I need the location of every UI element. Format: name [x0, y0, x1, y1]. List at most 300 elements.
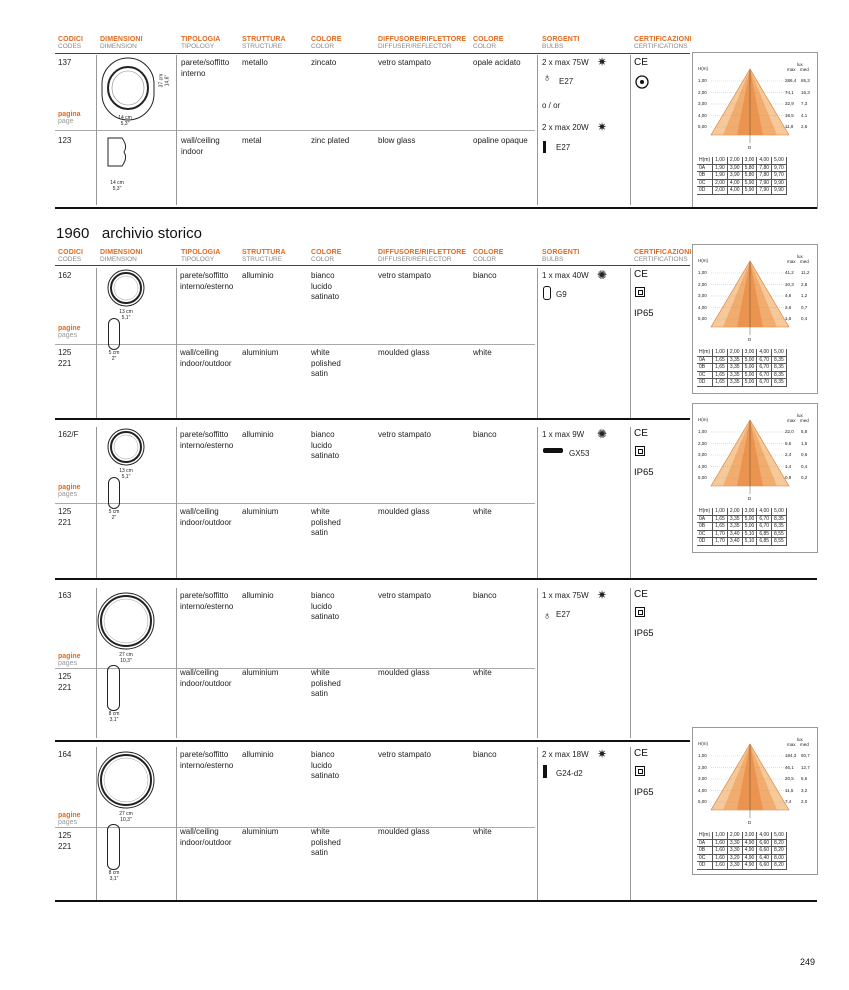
column-header: STRUTTURA: [242, 36, 286, 43]
table-cell: 6,70: [757, 515, 772, 523]
table-cell: 0A: [697, 839, 713, 847]
table-cell: 7,80: [757, 172, 772, 180]
table-cell: 1,65: [713, 364, 728, 372]
table-cell: 6,85: [757, 530, 772, 538]
star-icon: ✷: [597, 55, 608, 69]
height-value: 5,00: [698, 799, 707, 804]
struttura-en: aluminium: [242, 348, 279, 357]
lux-med: 0,7: [801, 304, 808, 310]
table-cell: 5,00: [742, 379, 757, 387]
table-row: [697, 530, 786, 538]
page-reference: 125 221: [58, 831, 72, 851]
table-cell: 6,60: [757, 862, 772, 870]
table-cell: 3,40: [727, 530, 742, 538]
pagina-label: pagine: [58, 325, 81, 332]
page-label: page: [58, 118, 74, 125]
ce-mark: CE: [634, 269, 648, 280]
page-label: pages: [58, 819, 78, 826]
table-cell: 3,00: [742, 508, 757, 515]
diffusore-en: moulded glass: [378, 348, 430, 357]
table-cell: 3,00: [742, 832, 757, 839]
table-cell: 0B: [697, 523, 713, 531]
dimension-diameter: 27 cm 10,3": [119, 652, 133, 664]
pagina-label: pagine: [58, 484, 81, 491]
table-cell: 5,80: [742, 164, 757, 172]
table-row: [697, 356, 786, 364]
table-cell: 1,65: [713, 515, 728, 523]
column-header: TIPOLOGIA: [181, 36, 221, 43]
table-cell: 5,90: [742, 179, 757, 187]
height-value: 5,00: [698, 316, 707, 321]
table-cell: 9,90: [772, 187, 787, 195]
table-cell: 6,85: [757, 538, 772, 546]
section-title: 1960 archivio storico: [56, 225, 202, 242]
table-cell: 2,00: [727, 349, 742, 356]
socket-2: E27: [556, 143, 571, 152]
column-header: SORGENTI: [542, 249, 580, 256]
table-cell: H(m): [697, 349, 713, 356]
column-header: COLORE: [473, 36, 504, 43]
dimension-width: 14 cm 5,3": [118, 115, 132, 127]
colore2-en: opaline opaque: [473, 136, 528, 145]
tipologia-en: wall/ceiling indoor/outdoor: [180, 668, 232, 688]
tipologia-en: wall/ceiling indoor/outdoor: [180, 827, 232, 847]
socket: E27: [556, 610, 571, 619]
height-value: 3,00: [698, 776, 707, 781]
height-value: 5,00: [698, 124, 707, 129]
distance-table: [697, 508, 787, 546]
table-cell: 0C: [697, 179, 713, 187]
column-header: COLORE: [311, 36, 342, 43]
column-header-en: COLOR: [311, 43, 335, 50]
column-divider: [630, 427, 631, 578]
tipologia-en: wall/ceiling indoor/outdoor: [180, 348, 232, 368]
table-cell: 4,00: [757, 832, 772, 839]
table-cell: 3,30: [727, 847, 742, 855]
table-row: [697, 847, 786, 855]
table-cell: 5,00: [742, 371, 757, 379]
table-cell: 5,90: [742, 187, 757, 195]
column-divider: [176, 747, 177, 900]
lux-med: 5,6: [801, 776, 808, 781]
table-cell: 3,35: [727, 356, 742, 364]
dimension-side: 37 cm 14,6": [158, 73, 170, 88]
column-header-en: CERTIFICATIONS: [634, 256, 688, 263]
height-value: 1,00: [698, 429, 707, 434]
height-value: 4,00: [698, 112, 707, 118]
table-cell: 5,00: [772, 157, 787, 164]
colore-en: white polished satin: [311, 507, 341, 537]
lux-med: 3,2: [801, 787, 808, 793]
struttura-en: metal: [242, 136, 262, 145]
star-icon: ✷: [597, 588, 608, 602]
table-row: [697, 538, 786, 546]
table-cell: 4,90: [742, 862, 757, 870]
lux-max: 2,4: [785, 452, 792, 457]
d-label: D: [748, 820, 752, 825]
bulb-icon: [543, 286, 551, 300]
product-code: 137: [58, 58, 72, 67]
table-row: [697, 508, 786, 515]
lux-med: 2,6: [801, 124, 808, 129]
lux-max: 1,6: [785, 316, 792, 321]
table-cell: 5,00: [772, 349, 787, 356]
bulb-icon: [543, 445, 563, 453]
table-cell: 5,10: [742, 538, 757, 546]
table-cell: 8,35: [772, 379, 787, 387]
lux-max: 32,9: [785, 101, 794, 106]
table-cell: 5,00: [772, 508, 787, 515]
ce-mark: CE: [634, 748, 648, 759]
block-separator: [55, 900, 817, 902]
max-label: max: [787, 742, 796, 747]
height-value: 5,00: [698, 475, 707, 480]
lux-label: lux: [797, 62, 803, 67]
struttura-en: aluminium: [242, 668, 279, 677]
product-drawing-top: [92, 746, 160, 814]
dimension-depth: 5 cm 2": [108, 509, 120, 521]
table-cell: 1,60: [713, 854, 728, 862]
table-cell: 4,00: [727, 179, 742, 187]
lux-med: 2,0: [801, 799, 808, 804]
ce-mark: CE: [634, 589, 648, 600]
bulb-1: 1 x max 40W: [542, 271, 589, 280]
colore2-en: white: [473, 507, 492, 516]
table-cell: 0B: [697, 364, 713, 372]
double-insulation-icon: [635, 446, 645, 456]
lux-max: 11,8: [785, 124, 794, 129]
colore2-it: bianco: [473, 271, 497, 280]
socket: G24-d2: [556, 769, 583, 778]
table-cell: 8,35: [772, 356, 787, 364]
max-label: max: [787, 418, 796, 423]
table-cell: 0C: [697, 371, 713, 379]
table-cell: 4,90: [742, 847, 757, 855]
column-header: TIPOLOGIA: [181, 249, 221, 256]
table-cell: 8,20: [772, 862, 787, 870]
column-header: CERTIFICAZIONI: [634, 36, 692, 43]
lux-max: 2,6: [785, 304, 792, 310]
page-reference: 125 221: [58, 348, 72, 368]
height-value: 3,00: [698, 293, 707, 298]
table-cell: 9,70: [772, 164, 787, 172]
dimension-depth: 8 cm 3,1": [108, 870, 120, 882]
page-reference: 125 221: [58, 507, 72, 527]
product-code: 162: [58, 271, 72, 280]
table-cell: 6,70: [757, 364, 772, 372]
column-divider: [176, 268, 177, 420]
h-label: H(m): [698, 66, 708, 71]
column-divider: [537, 588, 538, 738]
colore-en: zinc plated: [311, 136, 350, 145]
dimension-depth: 14 cm 5,3": [110, 180, 124, 192]
column-header-en: DIMENSION: [100, 43, 137, 50]
table-cell: 0D: [697, 862, 713, 870]
table-cell: 0B: [697, 847, 713, 855]
table-cell: H(m): [697, 832, 713, 839]
lux-max: 20,5: [785, 776, 794, 781]
colore-it: bianco lucido satinato: [311, 430, 340, 460]
table-cell: 1,00: [713, 508, 728, 515]
table-cell: 4,90: [742, 854, 757, 862]
page-label: pages: [58, 660, 78, 667]
row-divider: [55, 344, 535, 345]
table-cell: 3,35: [727, 371, 742, 379]
diffusore-it: vetro stampato: [378, 430, 431, 439]
height-value: 4,00: [698, 787, 707, 793]
star-icon: ✷: [597, 747, 608, 761]
product-code: 162/F: [58, 430, 79, 439]
colore-it: bianco lucido satinato: [311, 750, 340, 780]
table-cell: 0D: [697, 379, 713, 387]
column-divider: [537, 747, 538, 900]
column-header-en: STRUCTURE: [242, 43, 283, 50]
lux-max: 7,4: [785, 799, 792, 804]
column-header-en: CERTIFICATIONS: [634, 43, 688, 50]
table-row: [697, 832, 786, 839]
table-row: [697, 364, 786, 372]
med-label: med: [800, 259, 809, 264]
med-label: med: [800, 418, 809, 423]
lux-max: 46,1: [785, 764, 794, 770]
table-cell: 5,80: [742, 172, 757, 180]
struttura-en: aluminium: [242, 827, 279, 836]
table-cell: 6,70: [757, 356, 772, 364]
block-separator: [55, 740, 690, 742]
socket: GX53: [569, 449, 590, 458]
table-cell: 8,35: [772, 364, 787, 372]
colore-en: white polished satin: [311, 668, 341, 698]
struttura-it: alluminio: [242, 271, 274, 280]
table-cell: 1,00: [713, 832, 728, 839]
column-divider: [176, 427, 177, 578]
table-cell: 5,00: [742, 364, 757, 372]
lux-max: 10,3: [785, 281, 794, 287]
table-cell: 3,00: [742, 157, 757, 164]
table-cell: 8,35: [772, 371, 787, 379]
table-cell: 6,70: [757, 379, 772, 387]
table-cell: H(m): [697, 157, 713, 164]
light-cone-diagram: [693, 245, 817, 345]
d-label: D: [748, 145, 752, 150]
lux-med: 0,6: [801, 452, 808, 457]
max-label: max: [787, 67, 796, 72]
lux-med: 12,7: [801, 764, 810, 770]
bulb-1: 1 x max 75W: [542, 591, 589, 600]
star-icon: ✺: [597, 268, 608, 282]
bulb-1: 2 x max 18W: [542, 750, 589, 759]
d-label: D: [748, 496, 752, 501]
colore-en: white polished satin: [311, 827, 341, 857]
table-cell: 3,35: [727, 364, 742, 372]
column-divider: [176, 588, 177, 738]
table-cell: 6,60: [757, 839, 772, 847]
tipologia-en: wall/ceiling indoor/outdoor: [180, 507, 232, 527]
table-cell: 3,30: [727, 839, 742, 847]
colore2-en: white: [473, 348, 492, 357]
pagina-label: pagine: [58, 653, 81, 660]
lux-med: 1,2: [801, 293, 808, 298]
dimension-diameter: 13 cm 5,1": [119, 309, 133, 321]
table-cell: 0C: [697, 530, 713, 538]
lux-max: 4,6: [785, 293, 792, 298]
column-divider: [537, 268, 538, 420]
ce-mark: CE: [634, 428, 648, 439]
table-cell: 2,00: [727, 832, 742, 839]
column-header: CODICI: [58, 249, 84, 256]
distance-table: [697, 832, 787, 870]
lux-max: 286,4: [785, 78, 797, 83]
double-insulation-icon: [635, 766, 645, 776]
height-value: 3,00: [698, 101, 707, 106]
block-separator: [55, 578, 817, 580]
table-cell: 4,00: [757, 508, 772, 515]
struttura-it: alluminio: [242, 750, 274, 759]
column-header-en: TIPOLOGY: [181, 43, 215, 50]
table-cell: 4,00: [727, 187, 742, 195]
column-header-en: DIFFUSER/REFLECTOR: [378, 43, 452, 50]
column-header: DIMENSIONI: [100, 249, 143, 256]
table-cell: 0A: [697, 164, 713, 172]
tipologia-it: parete/soffitto interno: [181, 58, 230, 78]
table-cell: 8,55: [772, 530, 787, 538]
bulb-icon: ♁: [543, 610, 552, 622]
table-cell: 5,00: [742, 356, 757, 364]
h-label: H(m): [698, 741, 708, 746]
dimension-diameter: 13 cm 5,1": [119, 468, 133, 480]
h-label: H(m): [698, 417, 708, 422]
pagina-label: pagina: [58, 111, 81, 118]
med-label: med: [800, 742, 809, 747]
lux-max: 1,4: [785, 463, 792, 469]
product-code: 163: [58, 591, 72, 600]
column-header: DIFFUSORE/RIFLETTORE: [378, 36, 467, 43]
table-cell: 3,90: [727, 172, 742, 180]
struttura-en: aluminium: [242, 507, 279, 516]
table-cell: 1,65: [713, 371, 728, 379]
lux-med: 65,3: [801, 78, 810, 83]
lux-med: 0,4: [801, 463, 808, 469]
or-label: o / or: [542, 101, 561, 110]
height-value: 1,00: [698, 270, 707, 275]
colore2-en: white: [473, 668, 492, 677]
h-label: H(m): [698, 258, 708, 263]
table-row: [697, 839, 786, 847]
product-drawing-side: [108, 477, 120, 509]
column-header-en: STRUCTURE: [242, 256, 283, 263]
diffusore-it: vetro stampato: [378, 750, 431, 759]
header-row-2: [0, 0, 849, 270]
height-value: 2,00: [698, 440, 707, 446]
tipologia-en: wall/ceiling indoor: [181, 136, 220, 156]
table-cell: 8,00: [772, 854, 787, 862]
lux-max: 18,5: [785, 112, 794, 118]
distance-table: [697, 349, 787, 387]
table-cell: 1,65: [713, 523, 728, 531]
struttura-it: metallo: [242, 58, 268, 67]
tipologia-it: parete/soffitto interno/esterno: [180, 750, 234, 770]
page-label: pages: [58, 491, 78, 498]
lux-label: lux: [797, 737, 803, 742]
table-cell: 2,00: [727, 508, 742, 515]
colore2-it: opale acidato: [473, 58, 521, 67]
table-cell: H(m): [697, 508, 713, 515]
table-row: [697, 862, 786, 870]
table-row: [697, 523, 786, 531]
ip-rating: IP65: [634, 628, 654, 639]
table-cell: 1,60: [713, 862, 728, 870]
lux-label: lux: [797, 413, 803, 418]
table-cell: 6,60: [757, 847, 772, 855]
page-reference: 125 221: [58, 672, 72, 692]
table-row: [697, 515, 786, 523]
column-divider: [630, 747, 631, 900]
row-divider: [55, 827, 535, 828]
height-value: 4,00: [698, 304, 707, 310]
table-row: [697, 349, 786, 356]
product-code: 164: [58, 750, 72, 759]
height-value: 4,00: [698, 463, 707, 469]
table-row: [697, 371, 786, 379]
diffusore-en: moulded glass: [378, 507, 430, 516]
table-cell: 7,90: [757, 179, 772, 187]
height-value: 2,00: [698, 764, 707, 770]
table-cell: 2,00: [727, 157, 742, 164]
table-cell: 0B: [697, 172, 713, 180]
table-cell: 9,90: [772, 179, 787, 187]
photometric-chart: [692, 727, 818, 875]
lux-label: lux: [797, 254, 803, 259]
lux-med: 16,3: [801, 89, 810, 95]
lux-max: 22,0: [785, 429, 794, 434]
column-header-en: TIPOLOGY: [181, 256, 215, 263]
table-cell: 7,80: [757, 164, 772, 172]
colore-it: bianco lucido satinato: [311, 271, 340, 301]
table-cell: 9,70: [772, 172, 787, 180]
column-divider: [96, 427, 97, 578]
table-cell: 4,00: [757, 349, 772, 356]
table-cell: 0C: [697, 854, 713, 862]
colore-it: bianco lucido satinato: [311, 591, 340, 621]
column-header: DIFFUSORE/RIFLETTORE: [378, 249, 467, 256]
product-drawing-side: [108, 318, 120, 350]
table-cell: 0D: [697, 187, 713, 195]
table-cell: 2,00: [713, 179, 728, 187]
max-label: max: [787, 259, 796, 264]
column-header-en: COLOR: [473, 256, 497, 263]
column-header-en: CODES: [58, 256, 82, 263]
dimension-diameter: 27 cm 10,3": [119, 811, 133, 823]
product-drawing-top: [92, 587, 160, 655]
bulb-icon: [543, 765, 547, 778]
table-cell: 5,00: [742, 523, 757, 531]
column-header: SORGENTI: [542, 36, 580, 43]
table-cell: 1,70: [713, 530, 728, 538]
ip-rating: IP65: [634, 467, 654, 478]
height-value: 1,00: [698, 78, 707, 83]
light-cone-diagram: [693, 404, 817, 504]
page-number: 249: [800, 957, 816, 967]
socket-1: E27: [559, 77, 574, 86]
column-divider: [96, 747, 97, 900]
lux-max: 0,9: [785, 475, 792, 480]
table-cell: 5,10: [742, 530, 757, 538]
table-cell: 8,55: [772, 538, 787, 546]
column-header-en: BULBS: [542, 256, 564, 263]
tipologia-it: parete/soffitto interno/esterno: [180, 430, 234, 450]
table-cell: 0D: [697, 538, 713, 546]
ce-mark: CE: [634, 57, 648, 68]
